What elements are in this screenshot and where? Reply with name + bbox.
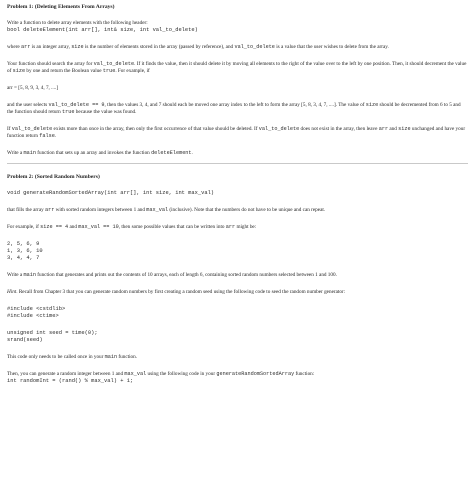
problem2-writemain-paragraph: Write a main function that generates and prints out the contents of 10 arrays, each of length 6, containing sorted random numbers selected between 1 and 100. <box>7 272 337 278</box>
problem1-where-paragraph: where arr is an integer array, size is the number of elements stored in the array (passed by reference), and val_to_delete is a value that the user wishes to delete from the array. <box>7 44 389 50</box>
problem1-signature: bool deleteElement(int arr[], int& size, int val_to_delete) <box>7 27 198 33</box>
sample-row: 3, 4, 4, 7 <box>7 255 40 261</box>
problem2-fills-paragraph: that fills the array arr with sorted random integers between 1 and max_val (inclusive). Note that the numbers do not have to be unique and can repeat. <box>7 207 326 213</box>
seed-code-block <box>7 330 468 344</box>
seed-line: srand(seed) <box>7 337 43 343</box>
random-int-code: int randomInt = (rand() % max_val) + 1; <box>7 378 134 384</box>
problem2-hint-paragraph: Hint. Recall from Chapter 3 that you can generate random numbers by first creating a random seed using the following code to seed the random number generator: <box>7 289 346 295</box>
problem1-search-paragraph: Your function should search the array for val_to_delete. If it finds the value, then it should delete it by moving all elements to the right of the value over to the left by one position. Then, it should decrement the value of size by one and return the Boolean value true. For example, if <box>7 61 467 74</box>
problem1-select-paragraph: and the user selects val_to_delete == 9, then the values 3, 4, and 7 should each be moved one array index to the left to form the array [5, 8, 3, 4, 7, ....]. The value of size should be decremented from 6 to 5 and the function should return true because the value was found. <box>7 102 461 115</box>
seed-line: unsigned int seed = time(0); <box>7 330 98 336</box>
problem1-intro: Write a function to delete array elements with the following header: <box>7 20 148 26</box>
sample-row: 1, 3, 6, 10 <box>7 248 43 254</box>
sample-row: 2, 5, 6, 9 <box>7 241 40 247</box>
problem1-heading: Problem 1: (Deleting Elements From Arrays) <box>7 4 115 10</box>
sample-values-block <box>7 241 468 262</box>
problem1-arr-example: arr = [5, 8, 9, 3, 4, 7, ....] <box>7 85 59 91</box>
problem1-main-paragraph: Write a main function that sets up an array and invokes the function deleteElement. <box>7 150 193 156</box>
problem2-heading: Problem 2: (Sorted Random Numbers) <box>7 174 100 180</box>
include-line: #include <ctime> <box>7 313 59 319</box>
problem1-multiple-paragraph: If val_to_delete exists more than once in the array, then only the first occurrence of that value should be deleted. If val_to_delete does not exist in the array, then leave arr and size unchanged and have your function return false. <box>7 126 466 139</box>
problem2-then-paragraph: Then, you can generate a random integer between 1 and max_val using the following code in your generateRandomSortedArray function: <box>7 371 315 377</box>
include-code-block <box>7 306 468 320</box>
include-line: #include <cstdlib> <box>7 306 66 312</box>
problem2-once-paragraph: This code only needs to be called once in your main function. <box>7 354 138 360</box>
problem2-signature: void generateRandomSortedArray(int arr[], int size, int max_val) <box>7 190 215 196</box>
section-divider <box>7 163 468 164</box>
problem2-example-paragraph: For example, if size == 4 and max_val == 10, then some possible values that can be written into arr might be: <box>7 224 257 230</box>
